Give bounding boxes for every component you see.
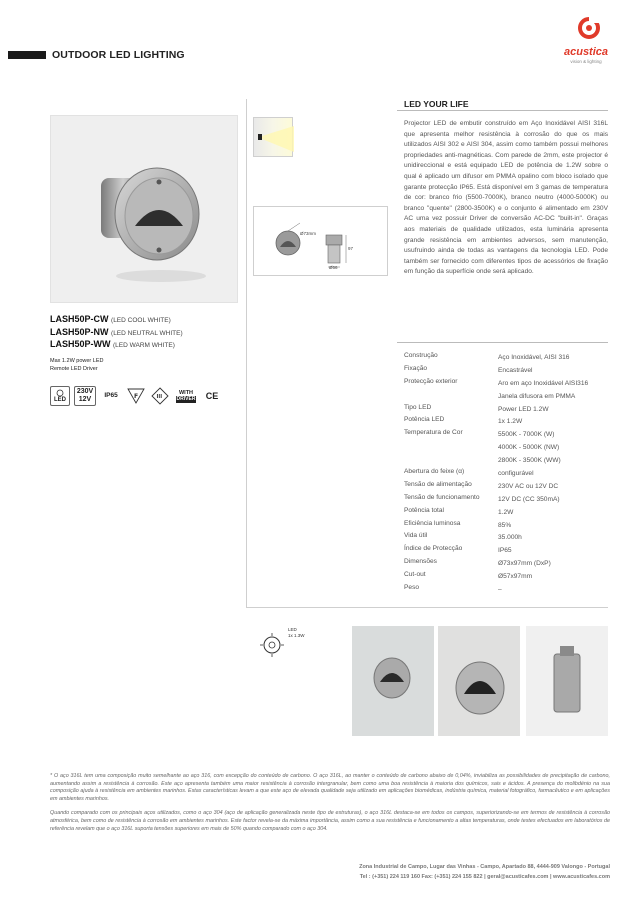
voltage-badge-icon: 230V 12V — [74, 386, 96, 406]
section-title: LED YOUR LIFE — [404, 99, 469, 109]
spec-row: Índice de Protecção IP65 — [404, 545, 512, 555]
brand-name: acustica — [563, 46, 609, 58]
footnotes — [50, 773, 610, 833]
led-module-panel — [255, 626, 343, 736]
spec-row: 4000K - 5000K (NW) — [498, 444, 560, 452]
spec-row: Tensão de funcionamento 12V DC (CC 350mA) — [404, 493, 560, 503]
spec-row: Potência LED 1x 1.2W — [404, 416, 523, 426]
feature-item: Remote LED Driver — [50, 365, 98, 372]
description-rule — [397, 342, 608, 343]
model-item: LASH50P-NW (LED NEUTRAL WHITE) — [50, 326, 183, 337]
spec-row: Construção Aço Inoxidável, AISI 316 — [404, 352, 570, 361]
technical-drawing — [253, 206, 388, 276]
with-driver-badge-icon: WITH DRIVER — [174, 386, 198, 406]
cutout-label: Ø56 — [329, 265, 338, 270]
led-badge-icon: LED — [50, 386, 70, 406]
installed-photo-1 — [352, 626, 434, 736]
model-item: LASH50P-WW (LED WARM WHITE) — [50, 339, 175, 349]
spec-row: Abertura do feixe (α) configurável — [404, 468, 534, 478]
spec-row: Cut-out Ø57x97mm — [404, 571, 533, 581]
page-title: OUTDOOR LED LIGHTING — [52, 49, 185, 61]
spec-row: Potência total 1.2W — [404, 506, 514, 516]
spec-table — [404, 352, 614, 597]
column-divider — [246, 99, 247, 607]
spec-row: 2800K - 3500K (WW) — [498, 457, 561, 465]
spec-row: Vida útil 35.000h — [404, 532, 522, 542]
ce-mark-icon: CE — [202, 386, 222, 406]
company-contacts: Tel : (+351) 224 119 160 Fax: (+351) 224 155 822 | geral@acusticafes.com | www.acusticafes.com — [359, 874, 610, 880]
brand-logo — [556, 16, 616, 70]
installed-photo-2 — [438, 626, 520, 736]
led-module-label: LED 1x 1.3W — [288, 627, 305, 638]
spec-row: Tensão de alimentação 230V AC ou 12V DC — [404, 480, 559, 490]
company-address: Zona Industrial de Campo, Lugar das Vinhas - Campo, Apartado 88, 4444-909 Valongo - Portugal — [359, 864, 610, 870]
class-iii-icon — [150, 386, 170, 406]
logo-mark-icon — [556, 16, 616, 46]
spec-row: Dimensões Ø73x97mm (DxP) — [404, 558, 551, 568]
spec-row: Peso – — [404, 584, 502, 594]
model-list — [50, 314, 183, 352]
beam-illustration — [253, 117, 293, 157]
product-description: Projector LED de embutir construído em Aço Inoxidável AISI 316L que apresenta melhor resistência à corrosão do que os mais utilizados AISI 302 e AISI 304, assim como também possui melhores propriedades anti-magnéticas. Com parede de 2mm, este projector é unidireccional e está equipado LED de potência de 1.2W sobre o qual é aplicado um difusor em PMMA opalino com bloco isolado que garante protecção IP65. Está disponível em 3 gamas de temperatura de cor: branco frio (5500-7000K), branco neutro (4000-5000K) ou branco "quente" (2800-3500K) e o conjunto é alimentado em 230V AC uma vez possuir Driver de conversão AC-DC "built-in". Graças aos materiais de qualidade utilizados, esta luminária apresenta grande resistência em ambientes adversos, sem manutenção, usufruindo ainda de todas as vantagens da tecnologia LED. Pode também ser fornecido com diferentes tipos de acessórios de fixação em função da superfície onde será aplicado. — [404, 120, 608, 276]
feature-item: Max 1.2W power LED — [50, 358, 104, 364]
ip65-badge-icon: IP65 — [100, 386, 122, 406]
footnote-paragraph: * O aço 316L tem uma composição muito semelhante ao aço 316, com excepção do conteúdo de carbono. O aço 316L, ao manter o conteúdo de carbono abaixo de 0,04%, inviabiliza as possibilidades de precipitação de carbono, aumentando assim a resistência à corrosão. Este aço apresenta também uma maior resistência à corrosão intergranular, bem como uma boa resistência à maioria dos químicos, sais e ácidos. A presença do molibdénio na sua composição ajuda à resistência em ambientes marinhos. Estas características levam a que este aço de elevada qualidade seja utilizado em aplicações biomédicas, indústria química, material fotográfico, farmacêutico e em aplicações em ambientes marinhos. — [50, 773, 610, 802]
diameter-label: Ø73mm — [300, 231, 317, 236]
product-side-photo — [526, 626, 608, 736]
svg-text:F: F — [134, 393, 139, 400]
height-label: 97 — [348, 246, 354, 251]
spec-row: Eficiência luminosa 85% — [404, 519, 512, 529]
model-item: LASH50P-CW (LED COOL WHITE) — [50, 314, 171, 324]
spec-row: Protecção exterior Aro em aço Inoxidável AISI316 — [404, 377, 589, 387]
svg-text:III: III — [156, 394, 163, 400]
certification-icons — [50, 386, 222, 408]
spec-row: Temperatura de Cor 5500K - 7000K (W) — [404, 429, 555, 439]
feature-list — [50, 358, 104, 373]
title-rule — [397, 110, 608, 111]
spec-row: Tipo LED Power LED 1.2W — [404, 403, 549, 413]
company-footer — [200, 862, 610, 882]
brand-tagline: vision & lighting — [570, 59, 602, 64]
spec-row: Fixação Encastrável — [404, 364, 533, 374]
spec-row: Janela difusora em PMMA — [498, 392, 576, 400]
led-module-icon — [257, 630, 287, 660]
f-mark-icon — [126, 386, 146, 406]
header-bar — [8, 51, 46, 59]
footnote-paragraph: Quando comparado com os principais aços utilizados, como o aço 304 (aço de aplicação generalizada neste tipo de estruturas), o aço 316L destaca-se em todos os campos, superiorizando-se em termos de resistência à corrosão atmosférica, bem como de resistência à corrosão em ambientes marinhos. Este factor revela-se da máxima importância, assim como a sua resistência e funcionamento a altas temperaturas, onde testes efectuados em laboratórios de referência revelam que o aço 316L suporta tensões superiores em mais de 50% quando comparado com o aço 304. — [50, 810, 610, 832]
section-divider — [246, 607, 608, 608]
product-fixture-image — [51, 116, 239, 304]
product-photo — [50, 115, 238, 303]
